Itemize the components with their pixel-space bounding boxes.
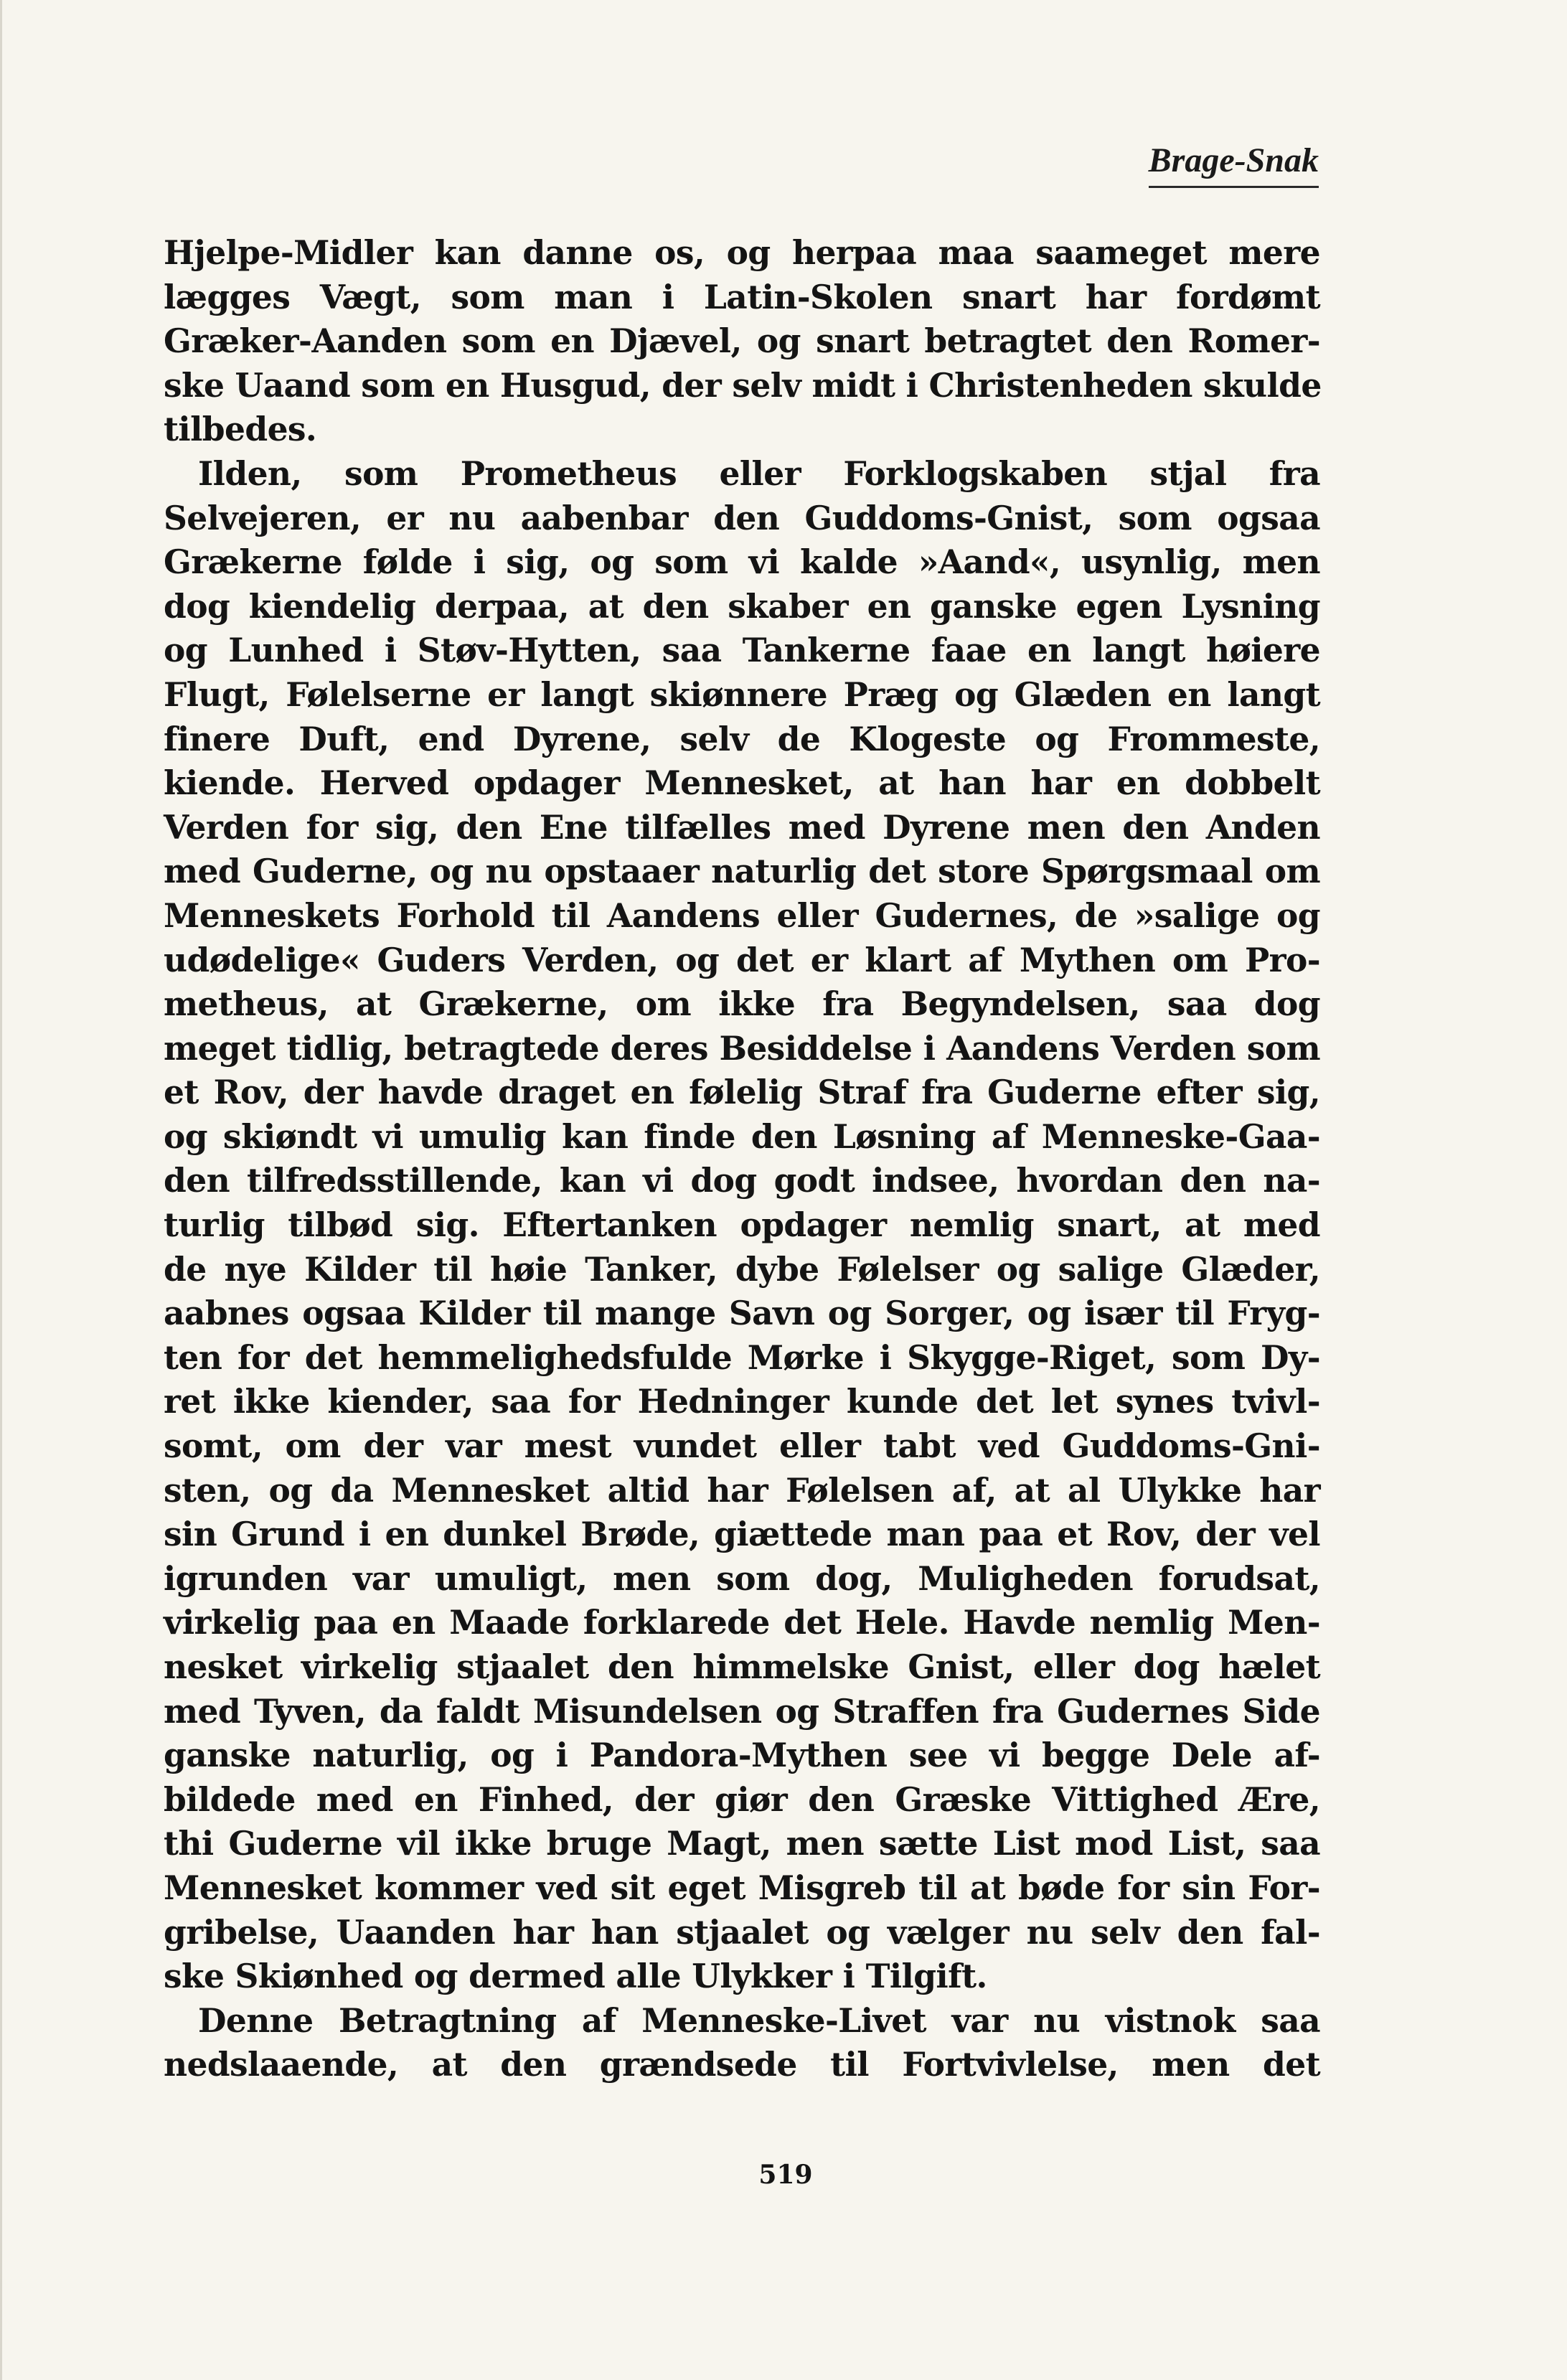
text-line: et Rov, der havde draget en følelig Straf fra Guderne efter sig, <box>164 1073 1320 1112</box>
text-line: Græker-Aanden som en Djævel, og snart betragtet den Romer- <box>164 321 1320 361</box>
text-line: sten, og da Mennesket altid har Følelsen af, at al Ulykke har <box>164 1470 1320 1510</box>
text-line: meget tidlig, betragtede deres Besiddelse i Aandens Verden som <box>164 1028 1320 1068</box>
text-line: Verden for sig, den Ene tilfælles med Dyrene men den Anden <box>164 807 1320 847</box>
running-head: Brage-Snak <box>1149 141 1319 188</box>
text-line: Ilden, som Prometheus eller Forklogskaben stjal fra <box>198 453 1320 493</box>
text-line: tilbedes. <box>164 410 317 449</box>
text-line: finere Duft, end Dyrene, selv de Klogeste og Frommeste, <box>164 719 1320 758</box>
text-line: kiende. Herved opdager Mennesket, at han har en dobbelt <box>164 763 1320 803</box>
text-line: ten for det hemmelighedsfulde Mørke i Skygge-Riget, som Dy- <box>164 1337 1320 1377</box>
text-line: den tilfredsstillende, kan vi dog godt indsee, hvordan den na- <box>164 1161 1320 1200</box>
text-line: gribelse, Uaanden har han stjaalet og vælger nu selv den fal- <box>164 1912 1320 1952</box>
text-line: lægges Vægt, som man i Latin-Skolen snart har fordømt <box>164 277 1320 316</box>
text-line: virkelig paa en Maade forklarede det Hele. Havde nemlig Men- <box>164 1603 1320 1642</box>
text-line: igrunden var umuligt, men som dog, Muligheden forudsat, <box>164 1558 1320 1598</box>
text-line: nedslaaende, at den grændsede til Fortvivlelse, men det <box>164 2045 1320 2084</box>
text-line: Denne Betragtning af Menneske-Livet var nu vistnok saa <box>198 2000 1320 2040</box>
text-line: og skiøndt vi umulig kan finde den Løsning af Menneske-Gaa- <box>164 1116 1320 1156</box>
text-line: dog kiendelig derpaa, at den skaber en ganske egen Lysning <box>164 586 1320 626</box>
text-line: ret ikke kiender, saa for Hedninger kunde det let synes tvivl- <box>164 1382 1320 1421</box>
text-line: og Lunhed i Støv-Hytten, saa Tankerne faae en langt høiere <box>164 631 1320 670</box>
text-line: sin Grund i en dunkel Brøde, giættede man paa et Rov, der vel <box>164 1515 1320 1554</box>
text-line: turlig tilbød sig. Eftertanken opdager nemlig snart, at med <box>164 1205 1320 1245</box>
body-text <box>164 231 1320 2087</box>
page-number: 519 <box>758 2160 813 2190</box>
text-line: ske Uaand som en Husgud, der selv midt i Christenheden skulde <box>164 365 1322 405</box>
text-line: Grækerne følde i sig, og som vi kalde »Aand«, usynlig, men <box>164 542 1320 582</box>
text-line: de nye Kilder til høie Tanker, dybe Følelser og salige Glæder, <box>164 1249 1320 1289</box>
text-line: udødelige« Guders Verden, og det er klart af Mythen om Pro- <box>164 940 1320 979</box>
text-line: Menneskets Forhold til Aandens eller Gudernes, de »salige og <box>164 895 1320 935</box>
text-line: thi Guderne vil ikke bruge Magt, men sætte List mod List, saa <box>164 1824 1320 1863</box>
text-line: Flugt, Følelserne er langt skiønnere Præg og Glæden en langt <box>164 674 1320 714</box>
text-line: metheus, at Grækerne, om ikke fra Begyndelsen, saa dog <box>164 984 1320 1024</box>
text-line: Selvejeren, er nu aabenbar den Guddoms-Gnist, som ogsaa <box>164 498 1320 537</box>
text-line: aabnes ogsaa Kilder til mange Savn og Sorger, og især til Fryg- <box>164 1294 1320 1333</box>
text-line: med Tyven, da faldt Misundelsen og Straffen fra Gudernes Side <box>164 1691 1320 1731</box>
text-line: ske Skiønhed og dermed alle Ulykker i Tilgift. <box>164 1957 987 1996</box>
text-line: bildede med en Finhed, der giør den Græske Vittighed Ære, <box>164 1779 1320 1819</box>
text-line: med Guderne, og nu opstaaer naturlig det store Spørgsmaal om <box>164 852 1320 891</box>
text-line: nesket virkelig stjaalet den himmelske Gnist, eller dog hælet <box>164 1647 1320 1686</box>
text-line: ganske naturlig, og i Pandora-Mythen see vi begge Dele af- <box>164 1736 1320 1775</box>
text-line: Mennesket kommer ved sit eget Misgreb til at bøde for sin For- <box>164 1868 1320 1907</box>
text-line: somt, om der var mest vundet eller tabt ved Guddoms-Gni- <box>164 1426 1320 1466</box>
text-line: Hjelpe-Midler kan danne os, og herpaa maa saameget mere <box>164 233 1320 272</box>
